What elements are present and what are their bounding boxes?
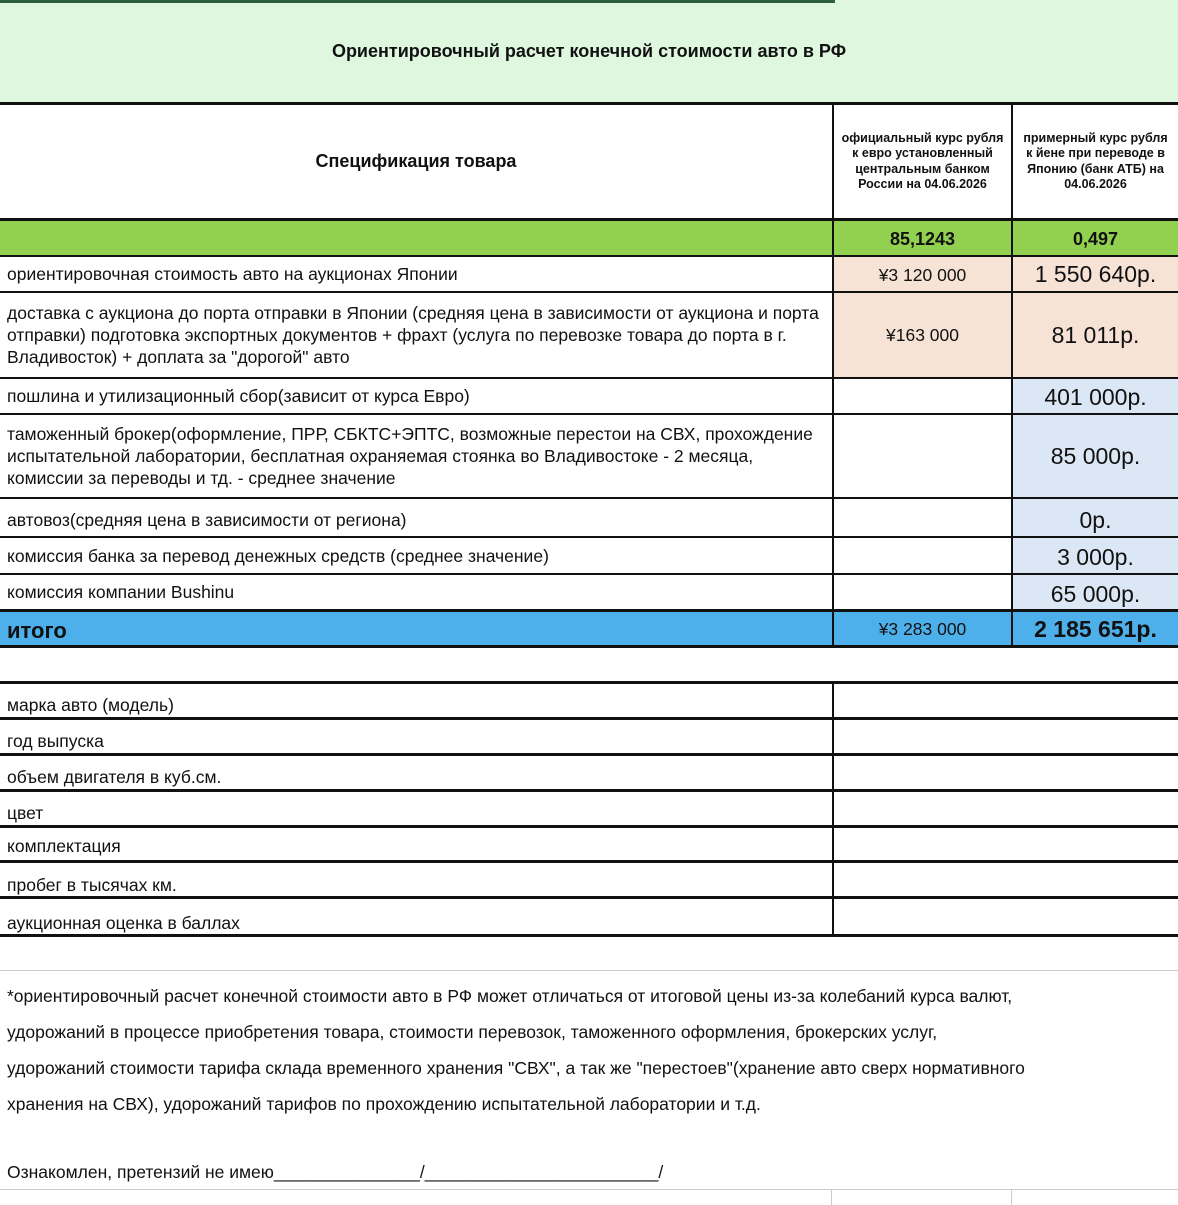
grid-line	[0, 753, 1178, 756]
grid-line	[832, 684, 834, 936]
spec-row-label: объем двигателя в куб.см.	[7, 767, 222, 787]
spec-value-cell[interactable]	[834, 720, 1178, 754]
grid-line	[0, 573, 1178, 575]
spec-row-label: комплектация	[7, 836, 121, 856]
cost-row-rub: 65 000р.	[1050, 580, 1141, 607]
spec-row-label: пробег в тысячах км.	[7, 875, 177, 895]
grid-line	[0, 789, 1178, 792]
cost-row-label: ориентировочная стоимость авто на аукционах Японии	[7, 264, 458, 284]
grid-line	[0, 934, 1178, 937]
cost-row-jpy	[834, 499, 1011, 536]
cost-row-rub: 1 550 640р.	[1034, 260, 1157, 287]
cost-row-label: доставка с аукциона до порта отправки в Японии (средняя цена в зависимости от аукциона и порта отправки) подготовка экспортных документов + фрахт (услуга по перевозке товара до порта в г. Владивосток) + доплата за "дорогой" авто	[7, 303, 819, 367]
grid-line	[0, 970, 1178, 971]
grid-line	[0, 413, 1178, 415]
grid-line	[1011, 105, 1013, 648]
disclaimer-line: удорожаний стоимости тарифа склада временного хранения "СВХ", а так же "перестоев"(хранение авто сверх нормативного	[7, 1058, 1025, 1078]
cost-row-label: пошлина и утилизационный сбор(зависит от курса Евро)	[7, 386, 470, 406]
cost-row-rub: 3 000р.	[1057, 544, 1134, 570]
eur-rate-header: официальный курс рубля к евро установленный центральным банком России на 04.06.2026	[841, 130, 1004, 191]
grid-line	[0, 102, 1178, 105]
cost-row-jpy	[834, 538, 1011, 573]
cost-row-label: таможенный брокер(оформление, ПРР, СБКТС+ЭПТС, возможные перестои на СВХ, прохождение испытательной лаборатории, бесплатная охраняемая стоянка во Владивостоке - 2 месяца, комиссии за переводы и тд. - среднее значение	[7, 424, 813, 488]
spec-value-cell[interactable]	[834, 684, 1178, 718]
grid-line	[0, 255, 1178, 257]
grid-line	[0, 377, 1178, 379]
cost-row-jpy: ¥163 000	[886, 324, 959, 345]
cost-row-label: комиссия банка за перевод денежных средств (среднее значение)	[7, 545, 549, 566]
cost-row-jpy	[834, 415, 1011, 497]
spec-value-cell[interactable]	[834, 828, 1178, 862]
cost-row-rub: 401 000р.	[1044, 383, 1147, 410]
total-jpy: ¥3 283 000	[878, 619, 967, 639]
cost-row-jpy	[834, 379, 1011, 413]
eur-rate-value: 85,1243	[889, 229, 956, 249]
grid-line	[0, 218, 1178, 221]
cost-row-label: автовоз(средняя цена в зависимости от региона)	[7, 509, 407, 530]
acknowledgement-line: Ознакомлен, претензий не имею_______________/________________________/	[7, 1162, 664, 1182]
grid-line	[0, 645, 1178, 648]
grid-line	[832, 105, 834, 648]
grid-line	[0, 609, 1178, 612]
grid-line	[0, 717, 1178, 720]
grid-line	[0, 860, 1178, 863]
disclaimer-line: удорожаний в процессе приобретения товара, стоимости перевозок, таможенного оформления, брокерских услуг,	[7, 1022, 938, 1042]
grid-line	[0, 536, 1178, 538]
cost-row-jpy: ¥3 120 000	[878, 264, 967, 285]
grid-line	[0, 825, 1178, 828]
grid-line	[0, 896, 1178, 899]
spec-value-cell[interactable]	[834, 756, 1178, 790]
grid-line	[0, 497, 1178, 499]
jpy-rate-header: примерный курс рубля к йене при переводе в Японию (банк АТБ) на 04.06.2026	[1023, 130, 1168, 191]
grid-line	[0, 291, 1178, 293]
total-label: итого	[7, 618, 67, 643]
spec-header: Спецификация товара	[315, 151, 517, 171]
spec-row-label: цвет	[7, 803, 44, 823]
cost-row-rub: 81 011р.	[1051, 321, 1140, 348]
grid-line	[0, 1189, 1178, 1190]
grid-line	[831, 1190, 832, 1205]
spec-value-cell[interactable]	[834, 900, 1178, 934]
grid-line	[1011, 1190, 1012, 1205]
disclaimer-line: хранения на СВХ), удорожаний тарифов по прохождению испытательной лаборатории и т.д.	[7, 1094, 761, 1114]
jpy-rate-value: 0,497	[1072, 229, 1119, 249]
cost-row-jpy	[834, 575, 1011, 609]
spec-row-label: марка авто (модель)	[7, 695, 174, 715]
cost-row-rub: 0р.	[1079, 507, 1112, 533]
cost-row-label: комиссия компании Bushinu	[7, 582, 235, 602]
grid-line	[0, 681, 1178, 684]
spec-value-cell[interactable]	[834, 864, 1178, 898]
disclaimer-line: *ориентировочный расчет конечной стоимости авто в РФ может отличаться от итоговой цены из-за колебаний курса валют,	[7, 986, 1013, 1006]
spec-row-label: аукционная оценка в баллах	[7, 913, 240, 933]
page-title: Ориентировочный расчет конечной стоимости авто в РФ	[331, 41, 847, 61]
spec-row-label: год выпуска	[7, 731, 104, 751]
total-rub: 2 185 651р.	[1034, 616, 1157, 642]
spec-value-cell[interactable]	[834, 792, 1178, 826]
cost-row-rub: 85 000р.	[1050, 442, 1141, 469]
